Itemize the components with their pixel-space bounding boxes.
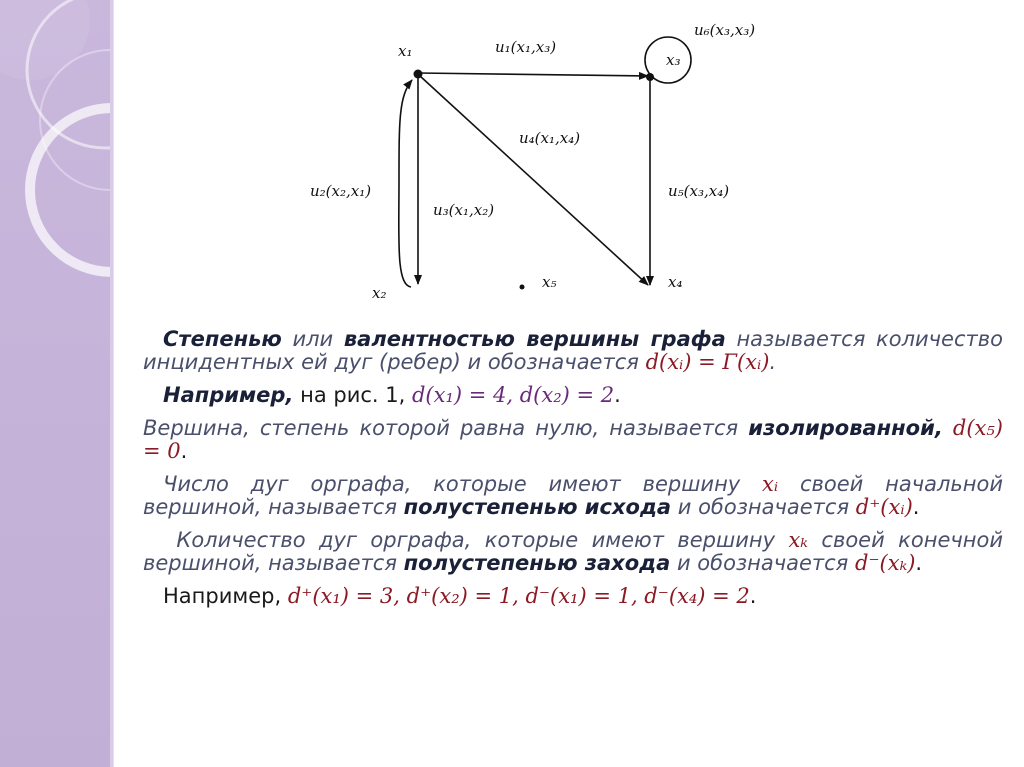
edge-u2 (399, 80, 412, 287)
node-label-x5: x₅ (542, 273, 557, 291)
term-degree: Степенью (163, 327, 282, 351)
left-decor-band (0, 0, 112, 767)
formula-degree: d(xᵢ) = Γ(xᵢ) (645, 350, 770, 374)
para-outdegree: Число дуг орграфа, которые имеют вершину xᵢ своей начальной вершиной, называется полустепенью исхода и обозначается d⁺(xᵢ). (143, 472, 1003, 519)
formula-indegree: d⁻(xₖ) (855, 551, 916, 575)
graph-figure (280, 0, 800, 320)
edge-label-u1: u₁(x₁,x₃) (495, 38, 557, 56)
edge-label-u4: u₄(x₁,x₄) (519, 129, 581, 147)
formula-xi: xᵢ (762, 472, 779, 496)
term-valence: валентностью вершины графа (343, 327, 726, 351)
edge-label-u2: u₂(x₂,x₁) (310, 182, 372, 200)
definitions-text (143, 328, 1003, 618)
node-label-x2: x₂ (372, 284, 387, 302)
node-label-x3: x₃ (666, 51, 681, 69)
para-example-degree: Например, на рис. 1, d(x₁) = 4, d(x₂) = 2. (163, 383, 621, 407)
para-isolated: Вершина, степень которой равна нулю, называется изолированной, d(x₅) = 0. (143, 416, 1003, 463)
term-indegree: полустепенью захода (403, 551, 671, 575)
node-x1 (414, 70, 423, 79)
node-label-x4: x₄ (668, 273, 683, 291)
formula-example-degree: d(x₁) = 4, d(x₂) = 2 (411, 383, 615, 407)
node-x3 (646, 73, 654, 81)
formula-outdegree: d⁺(xᵢ) (855, 495, 913, 519)
term-outdegree: полустепенью исхода (403, 495, 672, 519)
term-isolated: изолированной, (748, 416, 943, 440)
formula-xk: xₖ (788, 528, 808, 552)
edge-label-u3: u₃(x₁,x₂) (433, 201, 495, 219)
example-label: Например, (163, 383, 294, 407)
node-x5 (520, 285, 525, 290)
node-label-x1: x₁ (398, 42, 413, 60)
para-indegree: Количество дуг орграфа, которые имеют вершину xₖ своей конечной вершиной, называется полустепенью захода и обозначается d⁻(xₖ). (143, 528, 1003, 575)
decor-circles (0, 0, 112, 767)
formula-example-semidegrees: d⁺(x₁) = 3, d⁺(x₂) = 1, d⁻(x₁) = 1, d⁻(x₄) = 2 (287, 584, 750, 608)
example2-label: Например, (163, 584, 288, 608)
edge-label-u6: u₆(x₃,x₃) (694, 21, 756, 39)
para-degree-definition: Степенью или валентностью вершины графа называется количество инцидентных ей дуг (ребер) и обозначается d(xᵢ) = Γ(xᵢ). (143, 327, 1003, 374)
para-example-semidegrees: Например, d⁺(x₁) = 3, d⁺(x₂) = 1, d⁻(x₁) = 1, d⁻(x₄) = 2. (163, 584, 757, 608)
edge-label-u5: u₅(x₃,x₄) (668, 182, 730, 200)
edge-u4 (420, 76, 648, 285)
edge-u1 (418, 73, 648, 76)
formula-isolated: d(x₅) = 0 (143, 416, 1003, 463)
